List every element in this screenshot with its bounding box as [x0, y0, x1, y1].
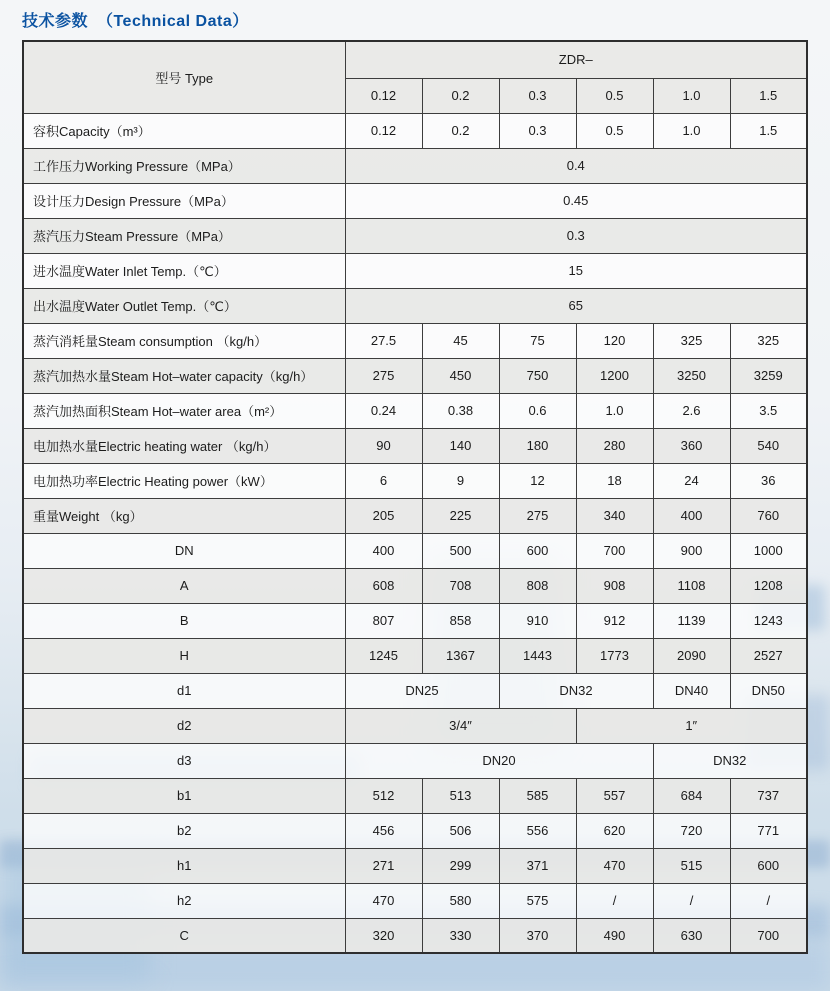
value-cell: 320 [345, 918, 422, 953]
table-row [23, 883, 807, 918]
value-cell: 3.5 [730, 393, 807, 428]
value-cell: 400 [345, 533, 422, 568]
row-label-cell: h2 [23, 883, 345, 918]
value-cell: 1367 [422, 638, 499, 673]
value-cell: 12 [499, 463, 576, 498]
row-label-cell: d2 [23, 708, 345, 743]
value-cell: 36 [730, 463, 807, 498]
value-cell: 600 [499, 533, 576, 568]
value-cell: 708 [422, 568, 499, 603]
value-cell: 0.4 [345, 148, 807, 183]
row-label-cell: 电加热水量Electric heating water （kg/h） [23, 428, 345, 463]
value-cell: 400 [653, 498, 730, 533]
row-label-cell: 电加热功率Electric Heating power（kW） [23, 463, 345, 498]
table-row [23, 533, 807, 568]
value-cell: 1243 [730, 603, 807, 638]
row-label-cell: 蒸汽消耗量Steam consumption （kg/h） [23, 323, 345, 358]
value-cell: 24 [653, 463, 730, 498]
table-row [23, 183, 807, 218]
value-cell: 1200 [576, 358, 653, 393]
series-header-cell: ZDR– [345, 41, 807, 78]
value-cell: DN32 [653, 743, 807, 778]
value-cell: 271 [345, 848, 422, 883]
value-cell: 1139 [653, 603, 730, 638]
value-cell: 325 [730, 323, 807, 358]
value-cell: 506 [422, 813, 499, 848]
row-label-cell: B [23, 603, 345, 638]
value-cell: 0.6 [499, 393, 576, 428]
value-cell: 299 [422, 848, 499, 883]
value-cell: DN32 [499, 673, 653, 708]
technical-data-table-container [22, 40, 808, 954]
table-row [23, 393, 807, 428]
table-row [23, 253, 807, 288]
value-cell: 330 [422, 918, 499, 953]
size-header-cell: 0.3 [499, 78, 576, 113]
row-label-cell: d1 [23, 673, 345, 708]
value-cell: 1.5 [730, 113, 807, 148]
row-label-cell: b2 [23, 813, 345, 848]
value-cell: 515 [653, 848, 730, 883]
value-cell: 1″ [576, 708, 807, 743]
value-cell: 225 [422, 498, 499, 533]
value-cell: 275 [345, 358, 422, 393]
table-row [23, 778, 807, 813]
value-cell: / [653, 883, 730, 918]
value-cell: 180 [499, 428, 576, 463]
size-header-cell: 0.5 [576, 78, 653, 113]
row-label-cell: 蒸汽加热水量Steam Hot–water capacity（kg/h） [23, 358, 345, 393]
row-label-cell: H [23, 638, 345, 673]
table-row [23, 218, 807, 253]
value-cell: 608 [345, 568, 422, 603]
value-cell: 858 [422, 603, 499, 638]
value-cell: 280 [576, 428, 653, 463]
value-cell: DN40 [653, 673, 730, 708]
value-cell: 807 [345, 603, 422, 638]
value-cell: 540 [730, 428, 807, 463]
value-cell: 700 [576, 533, 653, 568]
value-cell: 808 [499, 568, 576, 603]
size-header-cell: 1.0 [653, 78, 730, 113]
value-cell: 620 [576, 813, 653, 848]
value-cell: 580 [422, 883, 499, 918]
row-label-cell: 容积Capacity（m³） [23, 113, 345, 148]
value-cell: 0.38 [422, 393, 499, 428]
value-cell: 910 [499, 603, 576, 638]
value-cell: 490 [576, 918, 653, 953]
value-cell: 908 [576, 568, 653, 603]
value-cell: 500 [422, 533, 499, 568]
row-label-cell: 重量Weight （kg） [23, 498, 345, 533]
value-cell: 912 [576, 603, 653, 638]
row-label-cell: DN [23, 533, 345, 568]
value-cell: / [576, 883, 653, 918]
row-label-cell: 进水温度Water Inlet Temp.（℃） [23, 253, 345, 288]
value-cell: 3259 [730, 358, 807, 393]
row-label-cell: C [23, 918, 345, 953]
value-cell: 750 [499, 358, 576, 393]
table-row [23, 813, 807, 848]
value-cell: 1443 [499, 638, 576, 673]
value-cell: 684 [653, 778, 730, 813]
size-header-cell: 1.5 [730, 78, 807, 113]
size-header-cell: 0.12 [345, 78, 422, 113]
table-row [23, 638, 807, 673]
value-cell: 450 [422, 358, 499, 393]
table-row [23, 463, 807, 498]
value-cell: 205 [345, 498, 422, 533]
page-title-chinese: 技术参数 [22, 13, 89, 30]
table-row [23, 918, 807, 953]
value-cell: 18 [576, 463, 653, 498]
technical-data-table [22, 40, 808, 954]
table-row [23, 323, 807, 358]
row-label-cell: 出水温度Water Outlet Temp.（℃） [23, 288, 345, 323]
value-cell: 1108 [653, 568, 730, 603]
value-cell: 1000 [730, 533, 807, 568]
value-cell: / [730, 883, 807, 918]
value-cell: 0.24 [345, 393, 422, 428]
value-cell: 630 [653, 918, 730, 953]
value-cell: 0.12 [345, 113, 422, 148]
value-cell: 0.5 [576, 113, 653, 148]
value-cell: 1.0 [653, 113, 730, 148]
table-row [23, 743, 807, 778]
header-row-series [23, 41, 807, 78]
value-cell: 6 [345, 463, 422, 498]
table-row [23, 428, 807, 463]
value-cell: 1245 [345, 638, 422, 673]
value-cell: 15 [345, 253, 807, 288]
value-cell: 1773 [576, 638, 653, 673]
value-cell: 771 [730, 813, 807, 848]
value-cell: 9 [422, 463, 499, 498]
value-cell: 585 [499, 778, 576, 813]
table-row [23, 113, 807, 148]
row-label-cell: d3 [23, 743, 345, 778]
value-cell: 75 [499, 323, 576, 358]
value-cell: 513 [422, 778, 499, 813]
table-row [23, 288, 807, 323]
value-cell: 65 [345, 288, 807, 323]
value-cell: 737 [730, 778, 807, 813]
table-row [23, 358, 807, 393]
value-cell: 512 [345, 778, 422, 813]
value-cell: 0.45 [345, 183, 807, 218]
table-row [23, 498, 807, 533]
page-title [22, 8, 249, 31]
size-header-cell: 0.2 [422, 78, 499, 113]
value-cell: 275 [499, 498, 576, 533]
row-label-cell: 工作压力Working Pressure（MPa） [23, 148, 345, 183]
value-cell: 600 [730, 848, 807, 883]
value-cell: 2090 [653, 638, 730, 673]
row-label-cell: 蒸汽压力Steam Pressure（MPa） [23, 218, 345, 253]
value-cell: 575 [499, 883, 576, 918]
value-cell: DN20 [345, 743, 653, 778]
value-cell: 456 [345, 813, 422, 848]
value-cell: 700 [730, 918, 807, 953]
type-header-cell: 型号 Type [23, 41, 345, 113]
value-cell: 556 [499, 813, 576, 848]
value-cell: 120 [576, 323, 653, 358]
value-cell: 720 [653, 813, 730, 848]
value-cell: DN50 [730, 673, 807, 708]
value-cell: 370 [499, 918, 576, 953]
row-label-cell: h1 [23, 848, 345, 883]
table-row [23, 148, 807, 183]
row-label-cell: 设计压力Design Pressure（MPa） [23, 183, 345, 218]
table-row [23, 568, 807, 603]
value-cell: 371 [499, 848, 576, 883]
value-cell: 2.6 [653, 393, 730, 428]
value-cell: 0.3 [345, 218, 807, 253]
table-row [23, 673, 807, 708]
value-cell: 27.5 [345, 323, 422, 358]
row-label-cell: A [23, 568, 345, 603]
value-cell: 3/4″ [345, 708, 576, 743]
value-cell: 470 [576, 848, 653, 883]
value-cell: 2527 [730, 638, 807, 673]
value-cell: 0.2 [422, 113, 499, 148]
value-cell: DN25 [345, 673, 499, 708]
value-cell: 900 [653, 533, 730, 568]
value-cell: 557 [576, 778, 653, 813]
value-cell: 340 [576, 498, 653, 533]
row-label-cell: b1 [23, 778, 345, 813]
value-cell: 140 [422, 428, 499, 463]
value-cell: 1.0 [576, 393, 653, 428]
value-cell: 90 [345, 428, 422, 463]
value-cell: 0.3 [499, 113, 576, 148]
value-cell: 470 [345, 883, 422, 918]
value-cell: 325 [653, 323, 730, 358]
table-row [23, 603, 807, 638]
value-cell: 1208 [730, 568, 807, 603]
table-row [23, 848, 807, 883]
page-title-english: （Technical Data） [96, 13, 249, 30]
row-label-cell: 蒸汽加热面积Steam Hot–water area（m²） [23, 393, 345, 428]
value-cell: 45 [422, 323, 499, 358]
value-cell: 760 [730, 498, 807, 533]
value-cell: 360 [653, 428, 730, 463]
value-cell: 3250 [653, 358, 730, 393]
table-row [23, 708, 807, 743]
